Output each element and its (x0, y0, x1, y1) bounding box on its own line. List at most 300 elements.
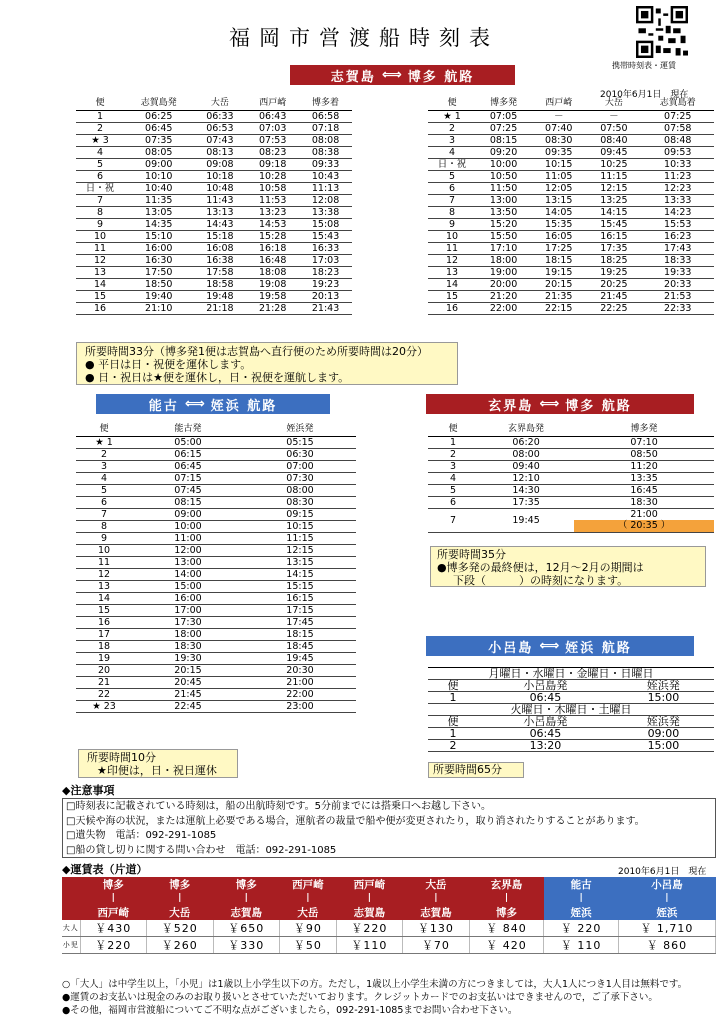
time-cell: 08:05 (124, 146, 193, 158)
trip-number: 2 (428, 448, 478, 460)
table-row (428, 302, 714, 314)
time-cell: 17:25 (531, 242, 586, 254)
table-row (76, 134, 352, 146)
col-header: 便 (428, 716, 478, 728)
time-cell: 16:00 (132, 592, 244, 604)
trip-number: 日・祝 (76, 182, 124, 194)
col-header: 西戸崎 (531, 98, 586, 110)
time-cell: 08:30 (531, 134, 586, 146)
trip-number: ★ 1 (428, 110, 476, 122)
time-cell: 16:15 (244, 592, 356, 604)
fare-note: ●運賃のお支払いは現金のみのお取り扱いとさせていただいております。クレジットカードでのお支払いはできませんので，ご了承下さい。 (62, 992, 658, 1003)
table-row (428, 218, 714, 230)
banner-from: 小呂島 (488, 640, 534, 656)
time-cell: 18:00 (476, 254, 531, 266)
connector-line-icon: | (80, 892, 147, 905)
table-row (76, 664, 356, 676)
table-row (76, 472, 356, 484)
time-cell: 08:38 (299, 146, 352, 158)
time-cell: 11:20 (574, 460, 714, 472)
table-row (76, 182, 352, 194)
time-cell: 06:45 (124, 122, 193, 134)
route-banner-shikanoshima (290, 65, 515, 85)
time-cell: 11:05 (531, 170, 586, 182)
hakata-departure-table (428, 98, 714, 315)
time-cell: 15:43 (299, 230, 352, 242)
table-row (76, 532, 356, 544)
time-cell: 17:50 (124, 266, 193, 278)
time-cell: 21:00 (244, 676, 356, 688)
table-row (76, 520, 356, 532)
table-row (76, 628, 356, 640)
time-cell: 10:43 (299, 170, 352, 182)
trip-number: 14 (76, 592, 132, 604)
time-cell: 22:45 (132, 700, 244, 712)
time-cell: 12:15 (586, 182, 641, 194)
table-row (76, 194, 352, 206)
fare-value: ￥ 110 (544, 937, 619, 954)
trip-number: 16 (428, 302, 476, 314)
time-cell: 11:50 (476, 182, 531, 194)
time-cell: 09:40 (478, 460, 574, 472)
trip-number: 16 (76, 616, 132, 628)
time-cell: 19:15 (531, 266, 586, 278)
table-row (428, 496, 714, 508)
time-cell: 08:30 (244, 496, 356, 508)
table-header-row (76, 98, 352, 110)
connector-line-icon: | (469, 892, 544, 905)
banner-to: 姪浜 航路 (565, 640, 632, 656)
trip-number: 5 (76, 484, 132, 496)
fares-heading: ◆運賃表（片道） (62, 863, 148, 876)
time-cell: 06:58 (299, 110, 352, 122)
table-row (76, 508, 356, 520)
table-row (76, 448, 356, 460)
time-cell: 09:08 (193, 158, 246, 170)
trip-number: 4 (428, 472, 478, 484)
trip-number: 7 (428, 194, 476, 206)
trip-number: 日・祝 (428, 158, 476, 170)
fare-from: 博多 (80, 877, 147, 892)
time-cell: 17:15 (244, 604, 356, 616)
table-row (428, 110, 714, 122)
table-row (428, 740, 714, 752)
time-cell: 17:43 (641, 242, 714, 254)
fare-value: ￥110 (336, 937, 403, 954)
fare-value: ￥430 (80, 920, 147, 937)
time-cell: 07:45 (132, 484, 244, 496)
table-row (76, 158, 352, 170)
trip-number: 3 (76, 460, 132, 472)
connector-line-icon: | (618, 892, 715, 905)
time-cell: 07:30 (244, 472, 356, 484)
table-row (76, 254, 352, 266)
banner-to: 姪浜 航路 (210, 398, 278, 414)
time-cell: 12:00 (132, 544, 244, 556)
table-row (76, 230, 352, 242)
time-cell: 14:15 (244, 568, 356, 580)
time-cell: 19:00 (476, 266, 531, 278)
time-cell: 12:05 (531, 182, 586, 194)
connector-line-icon: | (336, 892, 403, 905)
table-row (76, 580, 356, 592)
time-cell: 13:38 (299, 206, 352, 218)
time-cell: 13:35 (574, 472, 714, 484)
fare-from: 西戸崎 (336, 877, 403, 892)
fare-value: ￥650 (213, 920, 280, 937)
trip-number: 9 (76, 218, 124, 230)
time-cell: 12:23 (641, 182, 714, 194)
time-cell: 22:00 (476, 302, 531, 314)
time-cell: － (586, 110, 641, 122)
table-row (428, 146, 714, 158)
time-cell: 07:10 (574, 436, 714, 448)
time-cell: 20:13 (299, 290, 352, 302)
caution-item: □時刻表に記載されている時刻は，船の出航時刻です。5分前までには搭乗口へお越し下さい。 (66, 801, 492, 812)
genkaijima-table (428, 424, 714, 533)
trip-number: 5 (428, 484, 478, 496)
double-arrow-icon: ⟺ (184, 396, 205, 412)
time-cell: 16:45 (574, 484, 714, 496)
time-cell: 21:18 (193, 302, 246, 314)
trip-number: 16 (76, 302, 124, 314)
trip-number: 2 (76, 448, 132, 460)
time-cell: 18:33 (641, 254, 714, 266)
trip-number: 2 (76, 122, 124, 134)
table-row (428, 206, 714, 218)
time-cell: 07:18 (299, 122, 352, 134)
table-row (76, 556, 356, 568)
table-row (428, 460, 714, 472)
trip-number: 7 (76, 508, 132, 520)
time-cell: 17:03 (299, 254, 352, 266)
time-cell: 12:15 (244, 544, 356, 556)
trip-number: 12 (76, 568, 132, 580)
time-cell: 20:45 (132, 676, 244, 688)
days-row (428, 668, 714, 680)
fare-value: ￥50 (280, 937, 337, 954)
time-cell: 10:25 (586, 158, 641, 170)
time-cell: 15:18 (193, 230, 246, 242)
trip-number: 13 (76, 266, 124, 278)
time-cell: 10:40 (124, 182, 193, 194)
col-header: 小呂島発 (478, 680, 613, 692)
time-cell: 20:30 (244, 664, 356, 676)
trip-number: 5 (76, 158, 124, 170)
time-cell: 18:08 (246, 266, 299, 278)
table-row (76, 688, 356, 700)
time-cell: 18:30 (574, 496, 714, 508)
time-cell: 15:15 (244, 580, 356, 592)
table-row (428, 484, 714, 496)
cell: 1 (428, 728, 478, 740)
cell: 09:00 (613, 728, 714, 740)
table-header-row (428, 98, 714, 110)
time-cell: 14:23 (641, 206, 714, 218)
col-header: 姪浜発 (613, 680, 714, 692)
table-row (428, 728, 714, 740)
time-cell: 11:43 (193, 194, 246, 206)
time-cell: 11:15 (586, 170, 641, 182)
time-cell: 18:25 (586, 254, 641, 266)
time-cell: 12:10 (478, 472, 574, 484)
trip-number: 3 (428, 460, 478, 472)
time-cell: 10:00 (476, 158, 531, 170)
table-row (428, 134, 714, 146)
time-cell: 09:45 (586, 146, 641, 158)
trip-number: 21 (76, 676, 132, 688)
trip-number: ★ 1 (76, 436, 132, 448)
time-cell: 06:15 (132, 448, 244, 460)
time-cell: 15:35 (531, 218, 586, 230)
trip-number: 7 (76, 194, 124, 206)
time-cell: 15:08 (299, 218, 352, 230)
time-cell: 22:25 (586, 302, 641, 314)
time-cell: 22:00 (244, 688, 356, 700)
trip-number: 1 (76, 110, 124, 122)
trip-number: 2 (428, 122, 476, 134)
days-label: 月曜日・水曜日・金曜日・日曜日 (428, 668, 714, 680)
col-header: 姪浜発 (244, 424, 356, 436)
fare-value: ￥260 (147, 937, 214, 954)
route1-notes (76, 342, 458, 385)
double-arrow-icon: ⟺ (539, 396, 560, 412)
route4-note: 所要時間65分 (428, 762, 524, 778)
fare-to: 姪浜 (618, 905, 715, 920)
time-cell: 09:53 (641, 146, 714, 158)
table-header-row (76, 424, 356, 436)
time-cell: 08:40 (586, 134, 641, 146)
banner-from: 玄界島 (488, 398, 534, 414)
fare-to: 志賀島 (336, 905, 403, 920)
blank-cell (62, 877, 80, 892)
time-cell: 08:15 (476, 134, 531, 146)
cell: 21:00 (630, 508, 658, 520)
time-cell: 05:15 (244, 436, 356, 448)
col-header: 志賀島発 (124, 98, 193, 110)
col-header: 玄界島発 (478, 424, 574, 436)
connector-line-icon: | (147, 892, 214, 905)
time-cell: 07:15 (132, 472, 244, 484)
time-cell: 11:13 (299, 182, 352, 194)
fare-from: 大岳 (403, 877, 470, 892)
time-cell: 06:33 (193, 110, 246, 122)
trip-number: 12 (76, 254, 124, 266)
table-row (428, 122, 714, 134)
time-cell: 17:45 (244, 616, 356, 628)
time-cell: 08:13 (193, 146, 246, 158)
trip-number: 8 (76, 206, 124, 218)
trip-number: 11 (76, 556, 132, 568)
note-line: 所要時間10分 (87, 751, 156, 764)
time-cell: 20:00 (476, 278, 531, 290)
time-cell: 10:10 (124, 170, 193, 182)
fare-value: ￥130 (403, 920, 470, 937)
trip-number: 17 (76, 628, 132, 640)
fare-to: 大岳 (147, 905, 214, 920)
trip-number: 4 (428, 146, 476, 158)
time-cell: 13:15 (531, 194, 586, 206)
time-cell: 10:00 (132, 520, 244, 532)
page-title: 福岡市営渡船時刻表 (229, 26, 499, 50)
table-row (428, 472, 714, 484)
fare-to: 博多 (469, 905, 544, 920)
fare-value: ￥70 (403, 937, 470, 954)
trip-number: 10 (76, 544, 132, 556)
time-cell: 08:00 (478, 448, 574, 460)
trip-number: 13 (428, 266, 476, 278)
time-cell: 06:45 (132, 460, 244, 472)
col-header: 志賀島着 (641, 98, 714, 110)
trip-number: 6 (76, 170, 124, 182)
time-cell: 16:05 (531, 230, 586, 242)
trip-number: 8 (428, 206, 476, 218)
trip-number: 9 (76, 532, 132, 544)
blank-cell (62, 892, 80, 905)
time-cell: 09:15 (244, 508, 356, 520)
time-cell: 21:20 (476, 290, 531, 302)
col-header: 博多発 (476, 98, 531, 110)
table-row (76, 676, 356, 688)
time-cell: 16:38 (193, 254, 246, 266)
note-line: 所要時間33分（博多発1便は志賀島へ直行便のため所要時間は20分） (85, 345, 428, 358)
time-cell: 15:00 (132, 580, 244, 592)
time-cell: 08:23 (246, 146, 299, 158)
time-cell: 13:50 (476, 206, 531, 218)
time-cell: 17:58 (193, 266, 246, 278)
fare-table (62, 877, 716, 954)
col-header: 西戸崎 (246, 98, 299, 110)
time-cell: 15:45 (586, 218, 641, 230)
time-cell: 18:23 (299, 266, 352, 278)
time-cell: 11:00 (132, 532, 244, 544)
time-cell: 07:03 (246, 122, 299, 134)
table-row (76, 278, 352, 290)
qr-code-icon[interactable] (636, 6, 688, 58)
table-row (76, 206, 352, 218)
time-cell: 09:18 (246, 158, 299, 170)
fare-from: 西戸崎 (280, 877, 337, 892)
time-cell: 20:25 (586, 278, 641, 290)
trip-number: 12 (428, 254, 476, 266)
route-banner-oronoshima (426, 636, 694, 656)
time-cell: 20:33 (641, 278, 714, 290)
time-cell: 19:40 (124, 290, 193, 302)
time-cell: 21:35 (531, 290, 586, 302)
time-cell: 08:00 (244, 484, 356, 496)
table-row (76, 496, 356, 508)
table-row (76, 218, 352, 230)
trip-number: 15 (76, 290, 124, 302)
fare-to: 志賀島 (403, 905, 470, 920)
time-cell: 08:50 (574, 448, 714, 460)
route-banner-genkaijima (426, 394, 694, 414)
time-cell: 11:53 (246, 194, 299, 206)
trip-number: 14 (76, 278, 124, 290)
col-header: 便 (76, 424, 132, 436)
oronoshima-table (428, 667, 714, 752)
banner-to: 博多 航路 (407, 69, 475, 85)
time-cell: 09:00 (124, 158, 193, 170)
fare-to: 大岳 (280, 905, 337, 920)
fare-to: 志賀島 (213, 905, 280, 920)
note-line: 下段（ ）の時刻になります。 (453, 574, 629, 587)
time-cell: 19:58 (246, 290, 299, 302)
banner-from: 能古 (148, 398, 179, 414)
table-row (428, 230, 714, 242)
table-row (428, 278, 714, 290)
time-cell: 21:10 (124, 302, 193, 314)
time-cell: 15:10 (124, 230, 193, 242)
route-banner-nokonoshima (96, 394, 330, 414)
time-cell: 14:53 (246, 218, 299, 230)
fare-value: ￥330 (213, 937, 280, 954)
col-header: 能古発 (132, 424, 244, 436)
col-header: 便 (428, 680, 478, 692)
note-line: ★印便は，日・祝日運休 (97, 764, 217, 777)
time-cell: 18:50 (124, 278, 193, 290)
time-cell: 08:15 (132, 496, 244, 508)
time-cell: 10:15 (531, 158, 586, 170)
time-cell: 18:00 (132, 628, 244, 640)
time-cell: 10:58 (246, 182, 299, 194)
trip-number: 1 (428, 436, 478, 448)
time-cell: 13:25 (586, 194, 641, 206)
time-cell: 07:25 (641, 110, 714, 122)
time-cell: 15:28 (246, 230, 299, 242)
table-row (428, 508, 714, 520)
table-row (428, 692, 714, 704)
time-cell: 13:33 (641, 194, 714, 206)
time-cell: 07:35 (124, 134, 193, 146)
col-header: 小呂島発 (478, 716, 613, 728)
trip-number: 9 (428, 218, 476, 230)
table-row (76, 436, 356, 448)
time-cell: 07:58 (641, 122, 714, 134)
time-cell: 11:15 (244, 532, 356, 544)
table-row (76, 616, 356, 628)
table-row (76, 700, 356, 712)
time-cell: 06:30 (244, 448, 356, 460)
cell: 13:20 (478, 740, 613, 752)
note-line: ● 平日は日・祝便を運休します。 (85, 358, 252, 371)
table-row (76, 146, 352, 158)
time-cell: 15:20 (476, 218, 531, 230)
table-row (428, 194, 714, 206)
col-header: 大岳 (586, 98, 641, 110)
fare-header-row (62, 905, 716, 920)
time-cell: 21:28 (246, 302, 299, 314)
time-cell: 05:00 (132, 436, 244, 448)
table-header-row (428, 680, 714, 692)
time-cell: 12:08 (299, 194, 352, 206)
time-cell: 17:35 (586, 242, 641, 254)
child-label: 小児 (62, 937, 80, 954)
time-cell: 19:33 (641, 266, 714, 278)
col-header: 便 (428, 424, 478, 436)
trip-number: 13 (76, 580, 132, 592)
cell: 06:45 (478, 692, 613, 704)
col-header: 大岳 (193, 98, 246, 110)
time-cell: 20:15 (132, 664, 244, 676)
connector-line-icon: | (213, 892, 280, 905)
table-row (76, 242, 352, 254)
table-row (76, 544, 356, 556)
trip-number: 8 (76, 520, 132, 532)
time-cell: 13:00 (476, 194, 531, 206)
time-cell: 20:15 (531, 278, 586, 290)
cell: 2 (428, 740, 478, 752)
